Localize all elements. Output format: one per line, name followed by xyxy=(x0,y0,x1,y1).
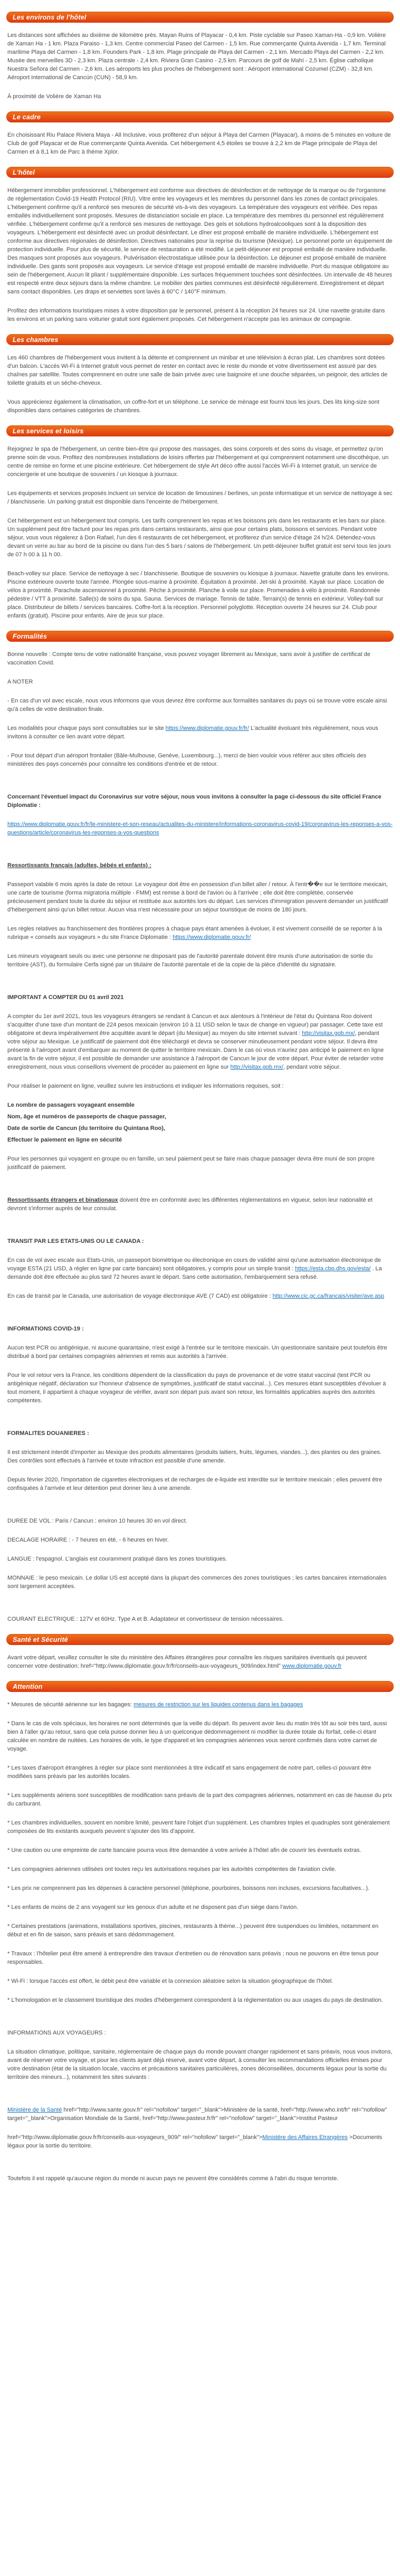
text-run: Les modalités pour chaque pays sont consultables sur le site xyxy=(7,725,166,731)
spacer xyxy=(7,980,393,993)
text-run: * Les suppléments aériens sont susceptibles de modification sans préavis de la part des compagnies aériennes, notamment en cas de hausse du prix du carburant. xyxy=(7,1792,392,1807)
section-body-sante xyxy=(6,1653,394,1670)
payment-item-passengers xyxy=(7,1101,393,1109)
airlines-authorization-note xyxy=(7,1865,393,1874)
coronavirus-faq-link[interactable]: https://www.diplomatie.gouv.fr/fr/le-ministere-et-son-reseau/actualites-du-ministere/informations-coronavirus-covid-19/coronavirus-les-reponses-a-vos-questions/article/coronavirus-les-reponses-a-vos-questions xyxy=(7,821,393,836)
ave-paragraph xyxy=(7,1292,393,1300)
section-header-attention xyxy=(6,1681,394,1692)
text-run: Les équipements et services proposés incluent un service de location de limousines / berlines, un poste informatique et un service de nettoyage à sec / blanchisserie. Un parking gratuit est disponible dans l'enceinte de l'hébergement. xyxy=(7,490,393,505)
sante-gouv-link[interactable]: Ministère de la Santé xyxy=(7,2107,62,2113)
spacer xyxy=(7,1601,393,1615)
spacer xyxy=(7,779,393,793)
spacer xyxy=(7,848,393,861)
language-note xyxy=(7,1555,393,1563)
text-run: INFORMATIONS AUX VOYAGEURS : xyxy=(7,2030,106,2036)
text-run: DECALAGE HORAIRE : - 7 heures en été, - 6 heures en hiver. xyxy=(7,1537,169,1543)
time-difference-note xyxy=(7,1536,393,1544)
customs-heading xyxy=(7,1429,393,1438)
spa-paragraph xyxy=(7,445,393,479)
section-body-chambres xyxy=(6,354,394,415)
text-run: * Mesures de sécurité aérienne sur les bagages: xyxy=(7,1702,134,1708)
spacer xyxy=(7,1223,393,1237)
coronavirus-faq-link-line xyxy=(7,820,393,837)
liquids-restriction-link[interactable]: mesures de restriction sur les liquides contenus dans les bagages xyxy=(134,1702,303,1708)
text-run: MONNAIE : le peso mexicain. Le dollar US est accepté dans la plupart des commerces des zones touristiques ; les cartes bancaires internationales sont largement acceptées. xyxy=(7,1575,387,1590)
terrorism-disclaimer xyxy=(7,2174,393,2183)
text-run: LANGUE : l'espagnol. L'anglais est couramment pratiqué dans les zones touristiques. xyxy=(7,1556,227,1562)
text-run: Date de sortie de Cancun (du territoire du Quintana Roo), xyxy=(7,1125,165,1132)
health-advisory-paragraph xyxy=(7,1653,393,1670)
airport-taxes-note xyxy=(7,1764,393,1781)
text-run: FORMALITES DOUANIERES : xyxy=(7,1430,89,1437)
text-run: Toutefois il est rappelé qu'aucune région du monde ni aucun pays ne peuvent être considérés comme à l'abri du risque terroriste. xyxy=(7,2175,339,2182)
text-run: href="http://www.diplomatie.gouv.fr/fr/conseils-aux-voyageurs_909/" rel="nofollow" target="_blank"> xyxy=(7,2134,263,2141)
text-run: La situation climatique, politique, sanitaire, réglementaire de chaque pays du monde pouvant changer rapidement et sans préavis, nous vous invitons, avant de réserver votre voyage, et pour les clients ayant déjà réservé, avant votre départ, à consulter les recommandations officielles émises pour votre destination (état de la situation locale, vaccins et précautions sanitaires particulières, zones déconseillées, documents légaux pour la sortie du territoire des mineurs...), notamment les sites suivants : xyxy=(7,2049,393,2080)
text-run: Hébergement immobilier professionnel. L'hébergement est conforme aux directives de désinfection et de nettoyage de la marque ou de l'organisme de réglementation Covid-19 Health Protocol (RIU). Vitre entre les voyageurs et les membres du personnel dans les zones de contact principales. L'hébergement confirme qu'il a renforcé ses mesures de sécurité vis-à-vis des voyageurs. La température des voyageurs est vérifiée. Des repas emballés individuellement sont proposés. Mesures de distanciation sociale en place. La température des membres du personnel est régulièrement vérifiée. L'hébergement confirme qu'il a renforcé ses mesures de nettoyage. Des gels et solutions hydroalcooliques sont à la disposition des voyageurs. L'hébergement est désinfecté avec un produit désinfectant. Le dîner est proposé emballé de manière individuelle. L'hébergement est conforme aux directives régionales de désinfection. Directives nationales pour la reprise du tourisme (Mexique). Le personnel porte un équipement de protection individuelle. Pour plus de sécurité, le service de restauration a été modifié. Le petit-déjeuner est proposé emballé de manière individuelle. Des masques sont proposés aux voyageurs. Pulvérisation électrostatique utilisée pour la désinfection. Le déjeuner est proposé emballé de manière individuelle. Des gants sont proposés aux voyageurs. Le service d'étage est proposé emballé de manière individuelle. Port du masque obligatoire au sein de l'hébergement. Aucun lit pliant / supplémentaire disponible. Les surfaces fréquemment touchées sont désinfectées. Un intervalle de 48 heures est respecté entre deux séjours dans la même chambre. Le mobilier des parties communes est désinfecté régulièrement. Enregistrement et départ sans contact disponibles. Les draps et serviettes sont lavés à 60°C / 140°F minimum. xyxy=(7,187,393,295)
section-header-chambres xyxy=(6,334,394,345)
spacer xyxy=(7,1503,393,1517)
text-run: href="http://www.sante.gouv.fr" rel="nofollow" target="_blank">Ministère de la santé, href="http://www.who.int/fr" rel="nofollow" target="_blank">Organisation Mondiale de la Santé, href="http://www.pasteur.fr/fr" rel="nofollow" target="_blank">Institut Pasteur xyxy=(7,2107,387,2122)
text-run: Rejoignez le spa de l'hébergement, un centre bien-être qui propose des massages, des soins corporels et des soins du visage, et permettez qu'on prenne soin de vous. Profitez des nombreuses installations de loisirs offertes par l'hébergement et qui comprennent notamment une discothèque, un centre de remise en forme et une piscine extérieure. Cet hébergement de style Art déco offre aussi l'accès Wi-Fi à Internet gratuit, un service de conciergerie et une boutique de souvenirs / un kiosque à journaux. xyxy=(7,446,389,478)
border-airport-note xyxy=(7,752,393,768)
setting-paragraph xyxy=(7,131,393,156)
hotel-services-paragraph xyxy=(7,307,393,324)
french-nationals-heading xyxy=(7,861,393,870)
flight-duration-note xyxy=(7,1517,393,1525)
text-run: Pour les personnes qui voyagent en groupe ou en famille, un seul paiement peut se faire mais chaque passager devra être muni de son propre justificatif de paiement. xyxy=(7,1156,375,1171)
section-title: Les chambres xyxy=(13,336,59,344)
text-run: A compter du 1er avril 2021, tous les voyageurs étrangers se rendant à Cancun et aux alentours à l'intérieur de l'état du Quintana Roo doivent s'acquitter d'une taxe d'un montant de 224 pesos mexicain (environ 10 à 11 USD selon le taux de change en vigueur) par passager. Cette taxe est obligatoire et devra impérativement être acquittée avant le départ (du Mexique) au moyen du site internet suivant : xyxy=(7,1013,383,1037)
text-run: * Une caution ou une empreinte de carte bancaire pourra vous être demandée à votre arrivée à l'hôtel afin de couvrir les éventuels extras. xyxy=(7,1847,361,1853)
section-cadre xyxy=(6,111,394,156)
visitax-heading xyxy=(7,993,393,1002)
diplomatie-link[interactable]: https://www.diplomatie.gouv.fr/ xyxy=(173,934,251,940)
classification-note xyxy=(7,1996,393,2004)
text-run: Nom, âge et numéros de passeports de chaque passager, xyxy=(7,1114,166,1120)
section-title: Formalités xyxy=(13,632,47,640)
official-links-line-2 xyxy=(7,2133,393,2150)
text-run: * Les taxes d'aéroport étrangères à régler sur place sont mentionnées à titre indicatif et sans engagement de notre part, celles-ci pouvant être modifiées sans préavis par les autorités locales. xyxy=(7,1765,372,1780)
rooms-paragraph xyxy=(7,354,393,387)
text-run: Pour le vol retour vers la France, les conditions dépendent de la classification du pays de provenance et de votre statut vaccinal (test PCR ou antigénique négatif, déclaration sur l'honneur d'absence de symptômes, justificatif de statut vaccinal...). Ces mesures étant susceptibles d'évoluer à tout moment, il appartient à chaque voyageur de vérifier, avant son départ puis avant son retour, les formalités applicables auprès des autorités compétentes. xyxy=(7,1372,386,1404)
all-inclusive-paragraph xyxy=(7,517,393,559)
travelers-info-paragraph xyxy=(7,2048,393,2081)
passport-requirements xyxy=(7,880,393,914)
text-run: * L'homologation et le classement touristique des modes d'hébergement correspondent à la réglementation ou aux usages du pays de destination. xyxy=(7,1997,383,2003)
text-run: * Les prix ne comprennent pas les dépenses à caractère personnel (téléphone, pourboires, boissons non incluses, excursions facultatives...). xyxy=(7,1885,370,1891)
text-run: Bonne nouvelle : Compte tenu de votre nationalité française, vous pouvez voyager librement au Mexique, sans avoir à justifier de certificat de vaccination Covid. xyxy=(7,651,370,666)
us-canada-transit-heading xyxy=(7,1237,393,1246)
deposit-note xyxy=(7,1846,393,1855)
visitax-paragraph xyxy=(7,1012,393,1071)
section-formalites xyxy=(6,631,394,1623)
spacer xyxy=(7,2015,393,2029)
personal-expenses-note xyxy=(7,1884,393,1893)
payment-item-secure xyxy=(7,1136,393,1144)
note-heading xyxy=(7,678,393,686)
amenities-list-paragraph xyxy=(7,569,393,620)
section-title: Santé et Sécurité xyxy=(13,1636,68,1643)
text-run: IMPORTANT A COMPTER DU 01 avril 2021 xyxy=(7,994,124,1001)
esta-paragraph xyxy=(7,1256,393,1281)
text-run: COURANT ELECTRIQUE : 127V et 60Hz. Type A et B. Adaptateur et convertisseur de tension nécessaires. xyxy=(7,1616,284,1622)
baggage-security-note xyxy=(7,1700,393,1709)
customs-food-note xyxy=(7,1448,393,1465)
text-run: , pendant votre séjour au Mexique. Le justificatif de paiement doit être téléchargé et devra se conserver minutieusement pendant votre séjour. Il devra être présenté à l'aéroport avant d'embarquer au moment de quitter le territoire mexicain. Dans le cas où vous n'auriez pas anticipé le paiement en ligne avant la fin de votre séjour, il est possible de demander une assistance à l'aéroport de Cancun le jour de votre départ. Pour éviter de retarder votre enregistrement, nous vous conseillons vivement de procéder au paiement en ligne sur xyxy=(7,1030,384,1070)
stopover-note xyxy=(7,697,393,714)
payment-item-identity xyxy=(7,1113,393,1121)
equipments-paragraph xyxy=(7,489,393,506)
text-run: Ressortissants français (adultes, bébés et enfants) : xyxy=(7,862,151,869)
section-header-hotel xyxy=(6,167,394,178)
ave-link[interactable]: http://www.cic.gc.ca/francais/visiter/ave.asp xyxy=(272,1293,384,1299)
affaires-etrangeres-link[interactable]: Ministère des Affaires Etrangères xyxy=(262,2134,348,2141)
text-run: doivent être en conformité avec les différentes réglementations en vigueur, selon leur nationalité et devront s'informer auprès de leur consulat. xyxy=(7,1197,373,1212)
section-title: Le cadre xyxy=(13,113,41,121)
covid-entry-note xyxy=(7,1344,393,1361)
covid-return-note xyxy=(7,1371,393,1405)
fuel-surcharge-note xyxy=(7,1791,393,1808)
distances-paragraph xyxy=(7,31,393,82)
diplomatie-link[interactable]: https://www.diplomatie.gouv.fr/fr/ xyxy=(165,725,249,731)
charter-schedule-note xyxy=(7,1719,393,1753)
section-header-formalites xyxy=(6,631,394,642)
section-body-cadre xyxy=(6,131,394,156)
text-run: * Travaux : l'hôtelier peut être amené à entreprendre des travaux d'entretien ou de rénovation sans préavis ; nous ne pouvons en être tenus pour responsables. xyxy=(7,1951,379,1965)
section-environs-hotel xyxy=(6,12,394,101)
section-chambres xyxy=(6,334,394,415)
text-run: Les mineurs voyageant seuls ou avec une personne ne disposant pas de l'autorité parentale doivent être munis d'une autorisation de sortie du territoire (AST), du formulaire Cerfa signé par un titulaire de l'autorité parentale et de la copie de la pièce d'identité du signataire. xyxy=(7,953,373,968)
text-run: En choisissant Riu Palace Riviera Maya - All Inclusive, vous profiterez d'un séjour à Playa del Carmen (Playacar), à moins de 5 minutes en voiture de Club de golf Playacar et de Rue commerçante Quinta Avenida. Cet hébergement 4,5 étoiles se trouve à 2,2 km de Plage principale de Playa del Carmen et à 8,1 km de Parc à thème Xplor. xyxy=(7,132,391,155)
foreign-nationals-note xyxy=(7,1196,393,1213)
text-run: Cet hébergement est un hébergement tout compris. Les tarifs comprennent les repas et les boissons pris dans les restaurants et les bars sur place. Un supplément peut être facturé pour les repas pris dans certains restaurants, ainsi que pour certains plats, boissons et services. Pendant votre séjour, vous vous régalerez à Don Rafael, l'un des 6 restaurants de cet hébergement, et profiterez d'un service d'étage 24 h/24. Détendez-vous devant un verre au bar au bord de la piscine ou dans l'un des 5 bars / salons de l'hébergement. Un petit-déjeuner buffet gratuit est servi tous les jours de 07 h 00 à 11 h 00. xyxy=(7,518,391,558)
nearby-note xyxy=(7,92,393,101)
text-run: Les 460 chambres de l'hébergement vous invitent à la détente et comprennent un minibar et une télévision à écran plat. Les chambres sont dotées d'un balcon. L'accès Wi-Fi à Internet gratuit vous permet de rester en contact avec le reste du monde et votre divertissement est assuré par des chaînes par satellite. Toutes comprennent en outre une salle de bain privée avec une baignoire et une douche séparées, un peignoir, des articles de toilette gratuits et un sèche-cheveux. xyxy=(7,355,388,386)
section-sante-securite xyxy=(6,1634,394,1670)
section-body-environs xyxy=(6,31,394,101)
customs-ecig-note xyxy=(7,1476,393,1493)
text-run: TRANSIT PAR LES ETATS-UNIS OU LE CANADA : xyxy=(7,1238,144,1244)
text-run: * Les enfants de moins de 2 ans voyagent sur les genoux d'un adulte et ne disposent pas d'un siège dans l'avion. xyxy=(7,1904,299,1910)
modalities-note xyxy=(7,724,393,741)
spacer xyxy=(7,1182,393,1196)
text-run: Depuis février 2020, l'importation de cigarettes électroniques et de recharges de e-liquide est interdite sur le territoire mexicain ; elles peuvent être confisquées à l'arrivée et leur détention peut donner lieu à une amende. xyxy=(7,1477,383,1491)
section-services-loisirs xyxy=(6,425,394,620)
border-rules-note xyxy=(7,925,393,942)
travelers-info-heading xyxy=(7,2029,393,2037)
official-links-line-1 xyxy=(7,2106,393,2123)
visitax-link[interactable]: http://visitax.gob.mx/ xyxy=(302,1030,355,1037)
covid-info-heading xyxy=(7,1325,393,1333)
wifi-note xyxy=(7,1977,393,1985)
text-run: * Wi-Fi : lorsque l'accès est offert, le débit peut être variable et la connexion aléatoire selon la situation géographique de l'hôtel. xyxy=(7,1978,334,1984)
rooms-extras-paragraph xyxy=(7,398,393,415)
text-run: Passeport valable 6 mois après la date de retour. Le voyageur doit être en possession d'un billet aller / retour. À l'entr��e sur le territoire mexicain, une carte de tourisme (forma migratoria múltiple - FMM) est remise à bord de l'avion ou à l'arrivée ; elle doit être complétée, conservée précieusement pendant toute la durée du séjour et restituée aux autorités lors du départ. Les services d'immigration peuvent demander un justificatif d'hébergement ainsi qu'un billet retour. Aucun visa n'est nécessaire pour un séjour touristique de moins de 180 jours. xyxy=(7,881,388,913)
text-run: Il est strictement interdit d'importer au Mexique des produits alimentaires (produits laitiers, fruits, légumes, viandes...), des plantes ou des graines. Des contrôles sont effectués à l'arrivée et toute infraction est passible d'une amende. xyxy=(7,1449,382,1464)
text-run: Vous apprécierez également la climatisation, un coffre-fort et un téléphone. Le service de ménage est fourni tous les jours. Des lits king-size sont disponibles dans certaines catégories de chambres. xyxy=(7,399,379,414)
text-run: A NOTER xyxy=(7,679,33,685)
text-run: DUREE DE VOL : Paris / Cancun : environ 10 heures 30 en vol direct. xyxy=(7,1518,187,1524)
text-run: * Les chambres individuelles, souvent en nombre limité, peuvent faire l'objet d'un supplément. Les chambres triples et quadruples sont généralement composées de lits existants auxquels peuvent s'ajouter des lits d'appoint. xyxy=(7,1820,390,1834)
text-run: Aucun test PCR ou antigénique, ni aucune quarantaine, n'est exigé à l'entrée sur le territoire mexicain. Un questionnaire sanitaire peut toutefois être distribué à bord par certaines compagnies aériennes et remis aux autorités à l'arrivée. xyxy=(7,1345,387,1360)
currency-note xyxy=(7,1574,393,1591)
text-run: * Les compagnies aériennes utilisées ont toutes reçu les autorisations requises par les autorités compétentes de l'aviation civile. xyxy=(7,1866,337,1872)
text-run: - En cas d'un vol avec escale, nous vous informons que vous devrez être conforme aux formalités sanitaires du pays où se trouve votre escale ainsi qu'à celles de votre destination finale. xyxy=(7,698,387,712)
coronavirus-impact-note xyxy=(7,793,393,810)
text-run: Ressortissants étrangers et binationaux xyxy=(7,1197,118,1203)
text-run: Effectuer le paiement en ligne en sécurité xyxy=(7,1137,122,1143)
covid-free-travel-note xyxy=(7,650,393,667)
group-payment-note xyxy=(7,1155,393,1172)
infants-note xyxy=(7,1903,393,1912)
text-run: À proximité de Volière de Xaman Ha xyxy=(7,93,101,100)
spacer xyxy=(7,2161,393,2174)
text-run: L'actualité évoluant très régulièrement, nous vous invitons à consulter ce lien avant votre départ. xyxy=(7,725,378,740)
section-attention xyxy=(6,1681,394,2183)
payment-item-exit-date xyxy=(7,1124,393,1133)
spacer xyxy=(7,1311,393,1325)
payment-instructions-intro xyxy=(7,1082,393,1090)
section-header-sante xyxy=(6,1634,394,1645)
text-run: * Dans le cas de vols spéciaux, les horaires ne sont déterminés que la veille du départ. Ils peuvent avoir lieu du matin très tôt au soir très tard, aussi bien à l'aller qu'au retour, sans que cela puisse donner lieu à un quelconque dédommagement ni modifier la durée totale du forfait, celle-ci étant calculée en nombre de nuitées. Les horaires de vols, le type d'appareil et les compagnies aériennes vous seront confirmés dans votre carnet de voyage. xyxy=(7,1720,387,1752)
text-run: , pendant votre séjour. xyxy=(283,1064,341,1070)
section-header-cadre xyxy=(6,111,394,122)
section-body-formalites xyxy=(6,650,394,1623)
text-run: Pour réaliser le paiement en ligne, veuillez suivre les instructions et indiquer les informations requises, soit : xyxy=(7,1083,284,1089)
text-run: Concernant l'éventuel impact du Coronavirus sur votre séjour, nous vous invitons à consulter la page ci-dessous du site officiel France Diplomatie : xyxy=(7,794,382,809)
section-hotel xyxy=(6,167,394,324)
spacer xyxy=(7,1415,393,1429)
text-run: >Documents légaux pour la sortie du territoire. xyxy=(7,2134,382,2149)
electricity-note xyxy=(7,1615,393,1623)
text-run: En cas de vol avec escale aux Etats-Unis, un passeport biométrique ou électronique en cours de validité ainsi qu'une autorisation électronique de voyage ESTA (21 USD, à régler en ligne par carte bancaire) sont obligatoires, y compris pour un simple transit : xyxy=(7,1257,381,1272)
section-title: Attention xyxy=(13,1683,43,1690)
text-run: Les règles relatives au franchissement des frontières propres à chaque pays étant amenées à évoluer, il est vivement conseillé de se reporter à la rubrique « conseils aux voyageurs » du site France Diplomatie : xyxy=(7,926,382,940)
text-run: Les distances sont affichées au dixième de kilomètre près. Mayan Ruins of Playacar - 0,4 km. Piste cyclable sur Paseo Xaman-Ha - 0,9 km. Volière de Xaman Ha - 1 km. Plaza Paraiso - 1,3 km. Centre commercial Paseo del Carmen - 1,5 km. Rue commerçante Quinta Avenida - 1,7 km. Terminal maritime Playa del Carmen - 1,8 km. Founders Park - 1,8 km. Plage principale de Playa del Carmen - 2,1 km. Mercado Playa del Carmen - 2,2 km. Musée des merveilles 3D - 2,3 km. Plaza centrale - 2,4 km. Riviera Gran Casino - 2,5 km. Parcours de golf de Mahí - 2,5 km. Église catholique Nuestra Señora del Carmen - 2,6 km. Les aéroports les plus proches de l'hébergement sont : Aéroport international Cozumel (CZM) - 32,8 km. Aéroport international de Cancún (CUN) - 58,9 km. xyxy=(7,32,386,81)
seasonal-services-note xyxy=(7,1922,393,1939)
single-rooms-note xyxy=(7,1819,393,1836)
diplomatie-link[interactable]: www.diplomatie.gouv.fr xyxy=(282,1663,342,1669)
section-header-services xyxy=(6,425,394,436)
text-run: Le nombre de passagers voyageant ensemble xyxy=(7,1102,135,1108)
text-run: - Pour tout départ d'un aéroport frontalier (Bâle-Mulhouse, Genève, Luxembourg...), merci de bien vouloir vous référer aux sites officiels des ministères des pays concernés pour connaître les conditions d'entrée et de retour. xyxy=(7,753,366,767)
section-title: L'hôtel xyxy=(13,168,35,176)
section-body-services xyxy=(6,445,394,620)
renovation-note xyxy=(7,1950,393,1966)
section-title: Les services et loisirs xyxy=(13,427,84,435)
text-run: Profitez des informations touristiques mises à votre disposition par le personnel, présent à la réception 24 heures sur 24. Une navette gratuite dans les environs et un parking sans voiturier gratuit sont également proposés. Cet hébergement n'accepte pas les animaux de compagnie. xyxy=(7,308,385,322)
text-run: Beach-volley sur place. Service de nettoyage à sec / blanchisserie. Boutique de souvenirs ou kiosque à journaux. Navette gratuite dans les environs. Piscine extérieure ouverte toute l'année. Plongée sous-marine à proximité. Équitation à proximité. Jet-ski à proximité. Kayak sur place. Location de vélos à proximité. Parachute ascensionnel à proximité. Pêche à proximité. Planche à voile sur place. Promenades à vélo à proximité. Randonnée pédestre / VTT à proximité. Salle(s) de soins du spa. Sauna. Services de mariage. Tennis de table. Terrain(s) de tennis en extérieur. Volley-ball sur place. Distributeur de billets / services bancaires. Coffre-fort à la réception. Personnel polyglotte. Réception ouverte 24 heures sur 24. Club pour enfants (gratuit). Piscine pour enfants. Aire de jeux sur place. xyxy=(7,571,389,619)
esta-link[interactable]: https://esta.cbp.dhs.gov/esta/ xyxy=(295,1266,371,1272)
section-title: Les environs de l'hôtel xyxy=(13,13,87,21)
section-header-environs xyxy=(6,12,394,23)
minors-note xyxy=(7,952,393,969)
section-body-attention xyxy=(6,1700,394,2183)
section-body-hotel xyxy=(6,186,394,324)
visitax-link[interactable]: http://visitax.gob.mx/ xyxy=(230,1064,283,1070)
text-run: INFORMATIONS COVID-19 : xyxy=(7,1326,84,1332)
text-run: En cas de transit par le Canada, une autorisation de voyage électronique AVE (7 CAD) est obligatoire : xyxy=(7,1293,273,1299)
text-run: . La demande doit être effectuée au plus tard 72 heures avant le départ. Sans cette autorisation, l'embarquement sera refusé. xyxy=(7,1266,382,1280)
text-run: * Certaines prestations (animations, installations sportives, piscines, restaurants à thème...) peuvent être suspendues ou limitées, notamment en début et en fin de saison, sans préavis et sans dédommagement. xyxy=(7,1923,379,1938)
text-run: Avant votre départ, veuillez consulter le site du ministère des Affaires étrangères pour connaître les risques sanitaires éventuels qui peuvent concerner votre destination: href="http://www.diplomatie.gouv.fr/fr/conseils-aux-voyageurs_909/index.html" xyxy=(7,1655,367,1669)
covid-measures-paragraph xyxy=(7,186,393,296)
spacer xyxy=(7,2092,393,2106)
